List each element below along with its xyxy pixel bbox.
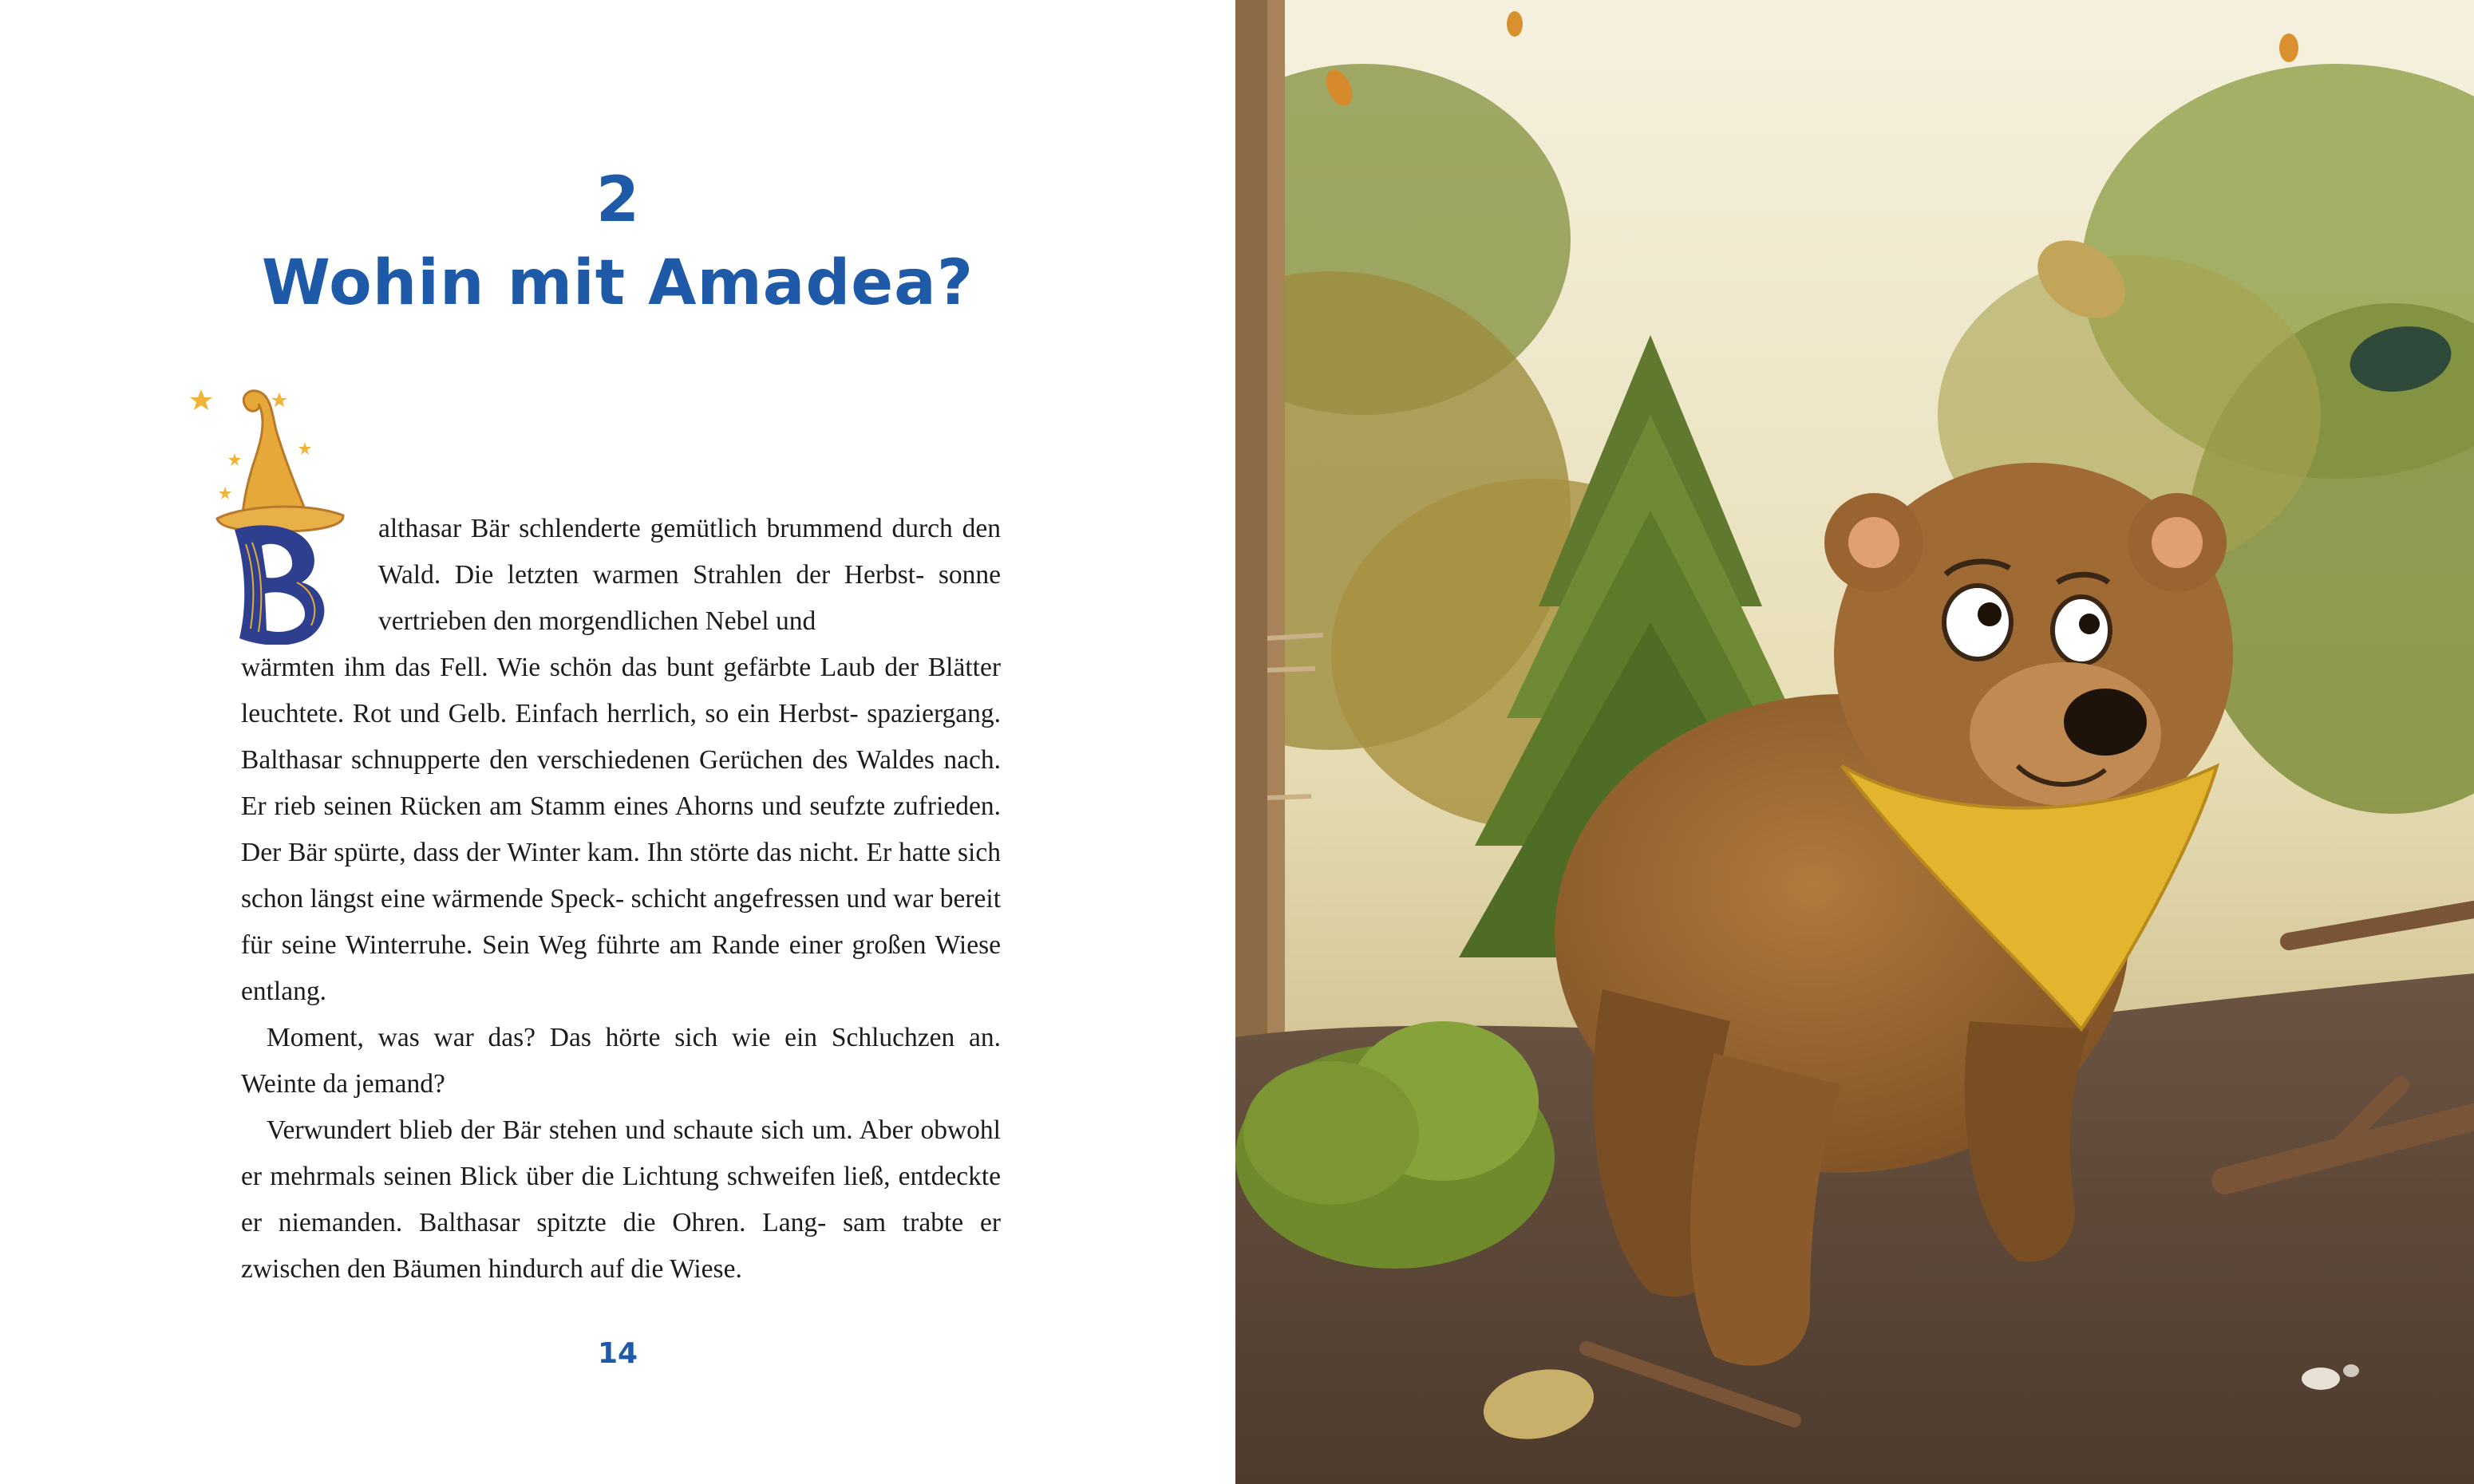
chapter-title: Wohin mit Amadea? xyxy=(261,247,974,319)
body-text xyxy=(241,506,1001,1293)
paragraph xyxy=(241,506,1001,1015)
paragraph: Moment, was war das? Das hörte sich wie ein Schluchzen an. Weinte da jemand? xyxy=(241,1023,1001,1099)
left-page xyxy=(0,0,1235,1484)
illustration-page xyxy=(1235,0,2474,1484)
paragraph-lead: althasar Bär schlenderte gemütlich brummend durch den Wald. Die letzten warmen Strahlen der Herbst- sonne vertrieben den morgendlichen Nebel und xyxy=(378,514,1001,636)
paragraph-rest: wärmten ihm das Fell. Wie schön das bunt gefärbte Laub der Blätter leuchtete. Rot und Gelb. Einfach herrlich, so ein Herbst- spaziergang. Balthasar schnupperte den verschiedenen Gerüchen des Waldes nach. Er rieb seinen Rücken am Stamm eines Ahorns und seufzte zufrieden. Der Bär spürte, dass der Winter kam. Ihn störte das nicht. Er hatte sich schon längst eine wärmende Speck- schicht angefressen und war bereit für seine Winterruhe. Sein Weg führte am Rande einer großen Wiese entlang. xyxy=(241,653,1001,1006)
paragraph: Verwundert blieb der Bär stehen und schaute sich um. Aber obwohl er mehrmals seinen Blick über die Lichtung schweifen ließ, entdeckte er niemanden. Balthasar spitzte die Ohren. Lang- sam trabte er zwischen den Bäumen hindurch auf die Wiese. xyxy=(241,1115,1001,1284)
bear-illustration xyxy=(1235,0,2474,1484)
chapter-number: 2 xyxy=(595,164,640,236)
page-number: 14 xyxy=(597,1337,638,1370)
